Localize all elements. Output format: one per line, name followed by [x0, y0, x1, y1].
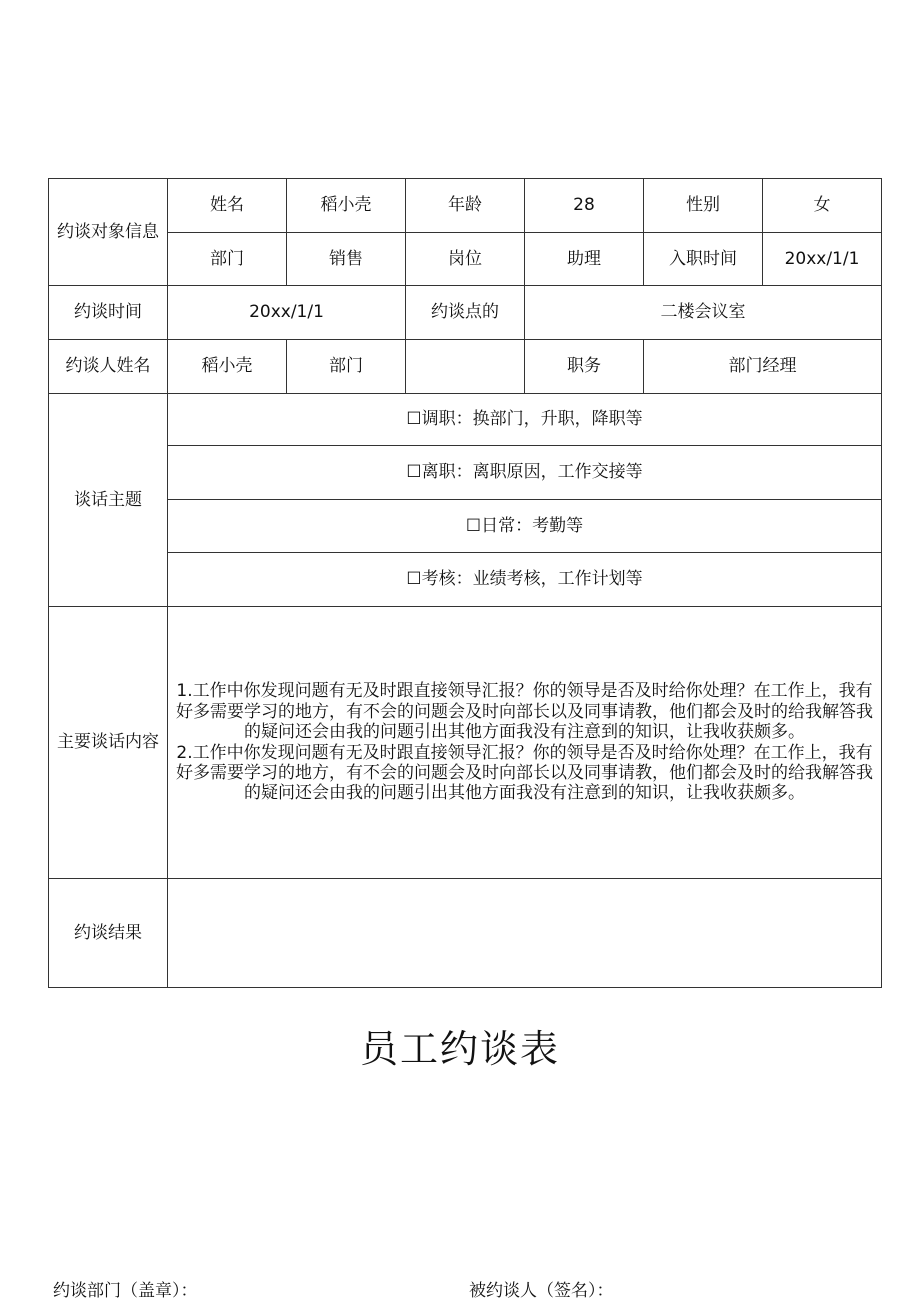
dept-seal-label: 约谈部门（盖章）：	[53, 1281, 198, 1301]
page-title: 员工约谈表	[359, 1027, 560, 1071]
location-label: 约谈点的	[406, 286, 525, 340]
name-value[interactable]: 稻小壳	[287, 179, 406, 233]
topic-label: 谈话主题	[49, 394, 168, 607]
age-value[interactable]: 28	[525, 179, 644, 233]
subject-info-label: 约谈对象信息	[49, 179, 168, 286]
interviewer-dept-value[interactable]	[406, 340, 525, 394]
gender-value[interactable]: 女	[763, 179, 882, 233]
interviewee-sign-label: 被约谈人（签名）：	[469, 1281, 614, 1301]
job-title-label: 职务	[525, 340, 644, 394]
interviewer-value[interactable]: 稻小壳	[168, 340, 287, 394]
topic-option-transfer[interactable]: ☐调职：换部门，升职，降职等	[168, 394, 882, 446]
dept-label: 部门	[168, 233, 287, 286]
interviewer-dept-label: 部门	[287, 340, 406, 394]
topic-option-resignation[interactable]: ☐离职：离职原因，工作交接等	[168, 446, 882, 500]
location-value[interactable]: 二楼会议室	[525, 286, 882, 340]
interview-time-label: 约谈时间	[49, 286, 168, 340]
content-label: 主要谈话内容	[49, 607, 168, 879]
content-paragraph: 2.工作中你发现问题有无及时跟直接领导汇报？你的领导是否及时给你处理？在工作上，我有好多需要学习的地方，有不会的问题会及时向部长以及同事请教，他们都会及时的给我解答我的疑问还会由我的问题引出其他方面我没有注意到的知识，让我收获颇多。	[176, 742, 873, 804]
content-text[interactable]	[168, 607, 882, 879]
name-label: 姓名	[168, 179, 287, 233]
result-value[interactable]	[168, 879, 882, 988]
interview-time-value[interactable]: 20xx/1/1	[168, 286, 406, 340]
interviewer-label: 约谈人姓名	[49, 340, 168, 394]
topic-option-daily[interactable]: ☐日常：考勤等	[168, 500, 882, 553]
interview-form-table	[48, 178, 882, 988]
hire-date-label: 入职时间	[644, 233, 763, 286]
result-label: 约谈结果	[49, 879, 168, 988]
topic-option-assessment[interactable]: ☐考核：业绩考核，工作计划等	[168, 553, 882, 607]
content-paragraph: 1.工作中你发现问题有无及时跟直接领导汇报？你的领导是否及时给你处理？在工作上，我有好多需要学习的地方，有不会的问题会及时向部长以及同事请教，他们都会及时的给我解答我的疑问还会由我的问题引出其他方面我没有注意到的知识，让我收获颇多。	[176, 681, 873, 743]
position-label: 岗位	[406, 233, 525, 286]
job-title-value[interactable]: 部门经理	[644, 340, 882, 394]
dept-value[interactable]: 销售	[287, 233, 406, 286]
position-value[interactable]: 助理	[525, 233, 644, 286]
hire-date-value[interactable]: 20xx/1/1	[763, 233, 882, 286]
age-label: 年龄	[406, 179, 525, 233]
gender-label: 性别	[644, 179, 763, 233]
